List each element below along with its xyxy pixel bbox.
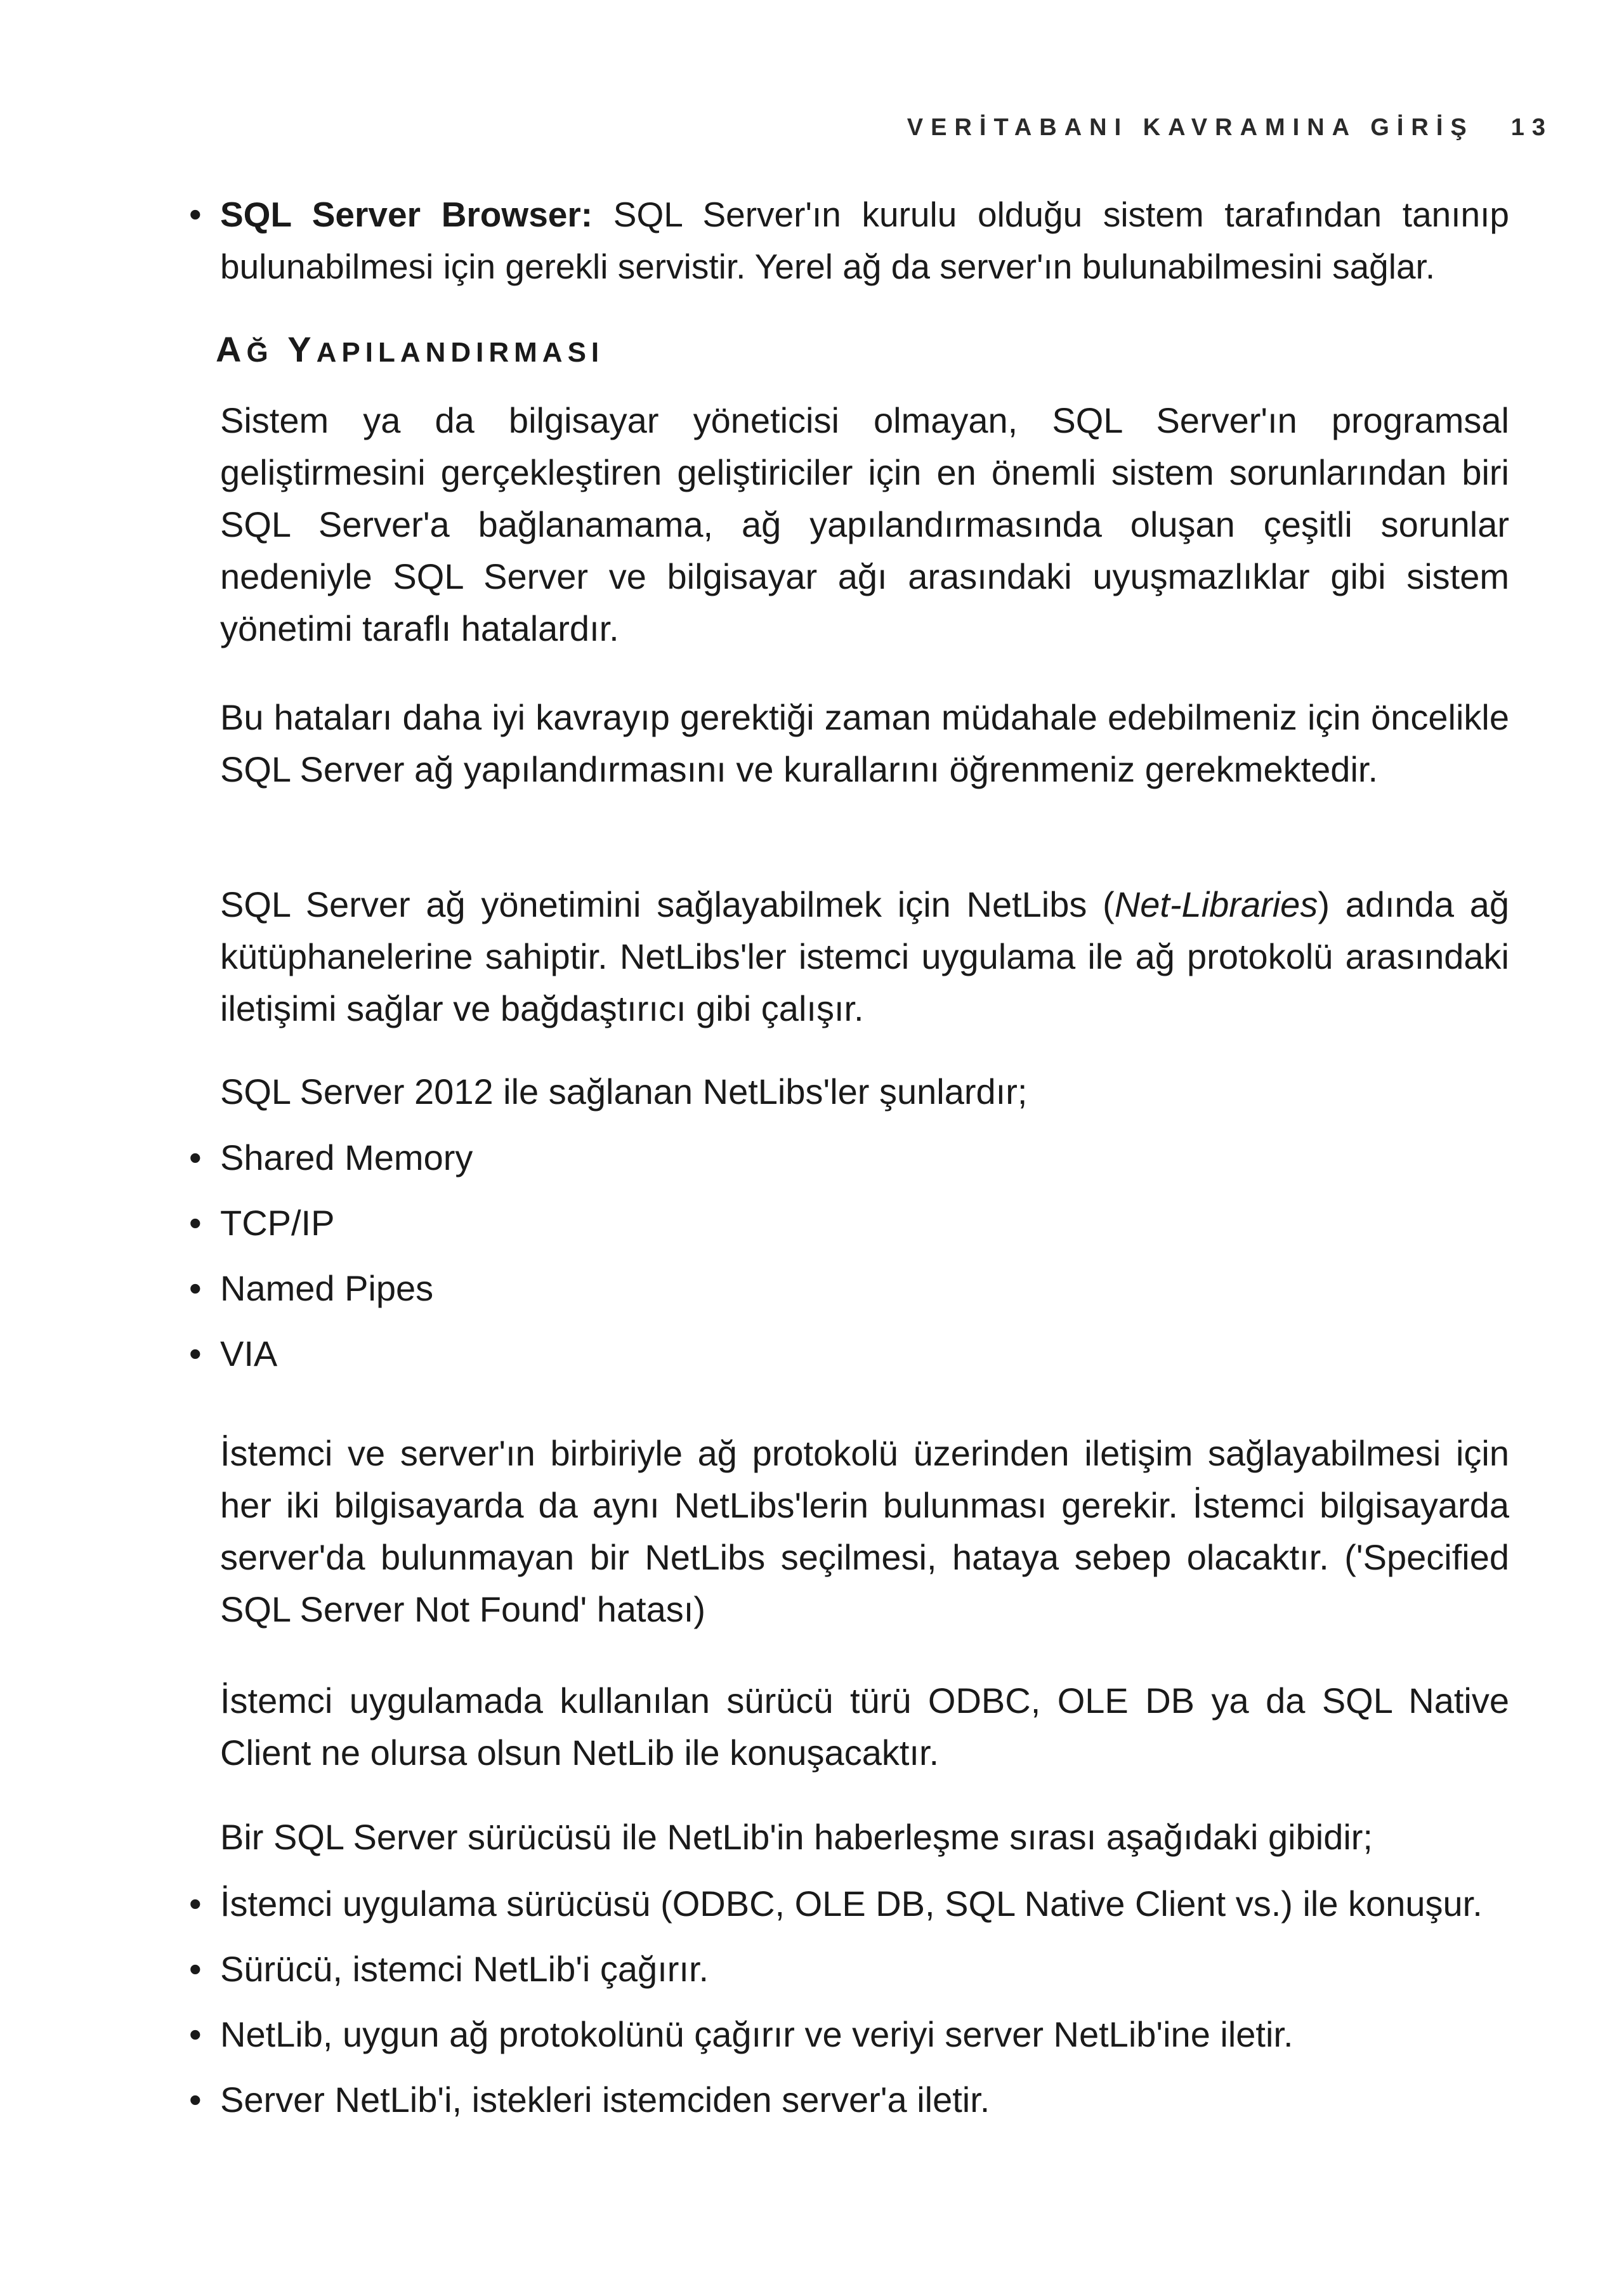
running-header <box>907 114 1553 141</box>
list-item: İstemci uygulama sürücüsü (ODBC, OLE DB, SQL Native Client vs.) ile konuşur. <box>220 1884 1483 1924</box>
paragraph-3-end: ) adında ağ kütüphanelerine sahiptir. NetLibs'ler istemci uygulama ile ağ protokolü arasındaki iletişimi sağlar ve bağdaştırıcı gibi çalışır. <box>220 884 1509 1028</box>
bullet-glyph: • <box>189 1949 202 1989</box>
list-item: TCP/IP <box>220 1203 335 1243</box>
paragraph-4: SQL Server 2012 ile sağlanan NetLibs'ler şunlardır; <box>220 1072 1028 1111</box>
bullet-glyph: • <box>189 2080 202 2120</box>
list-item: NetLib, uygun ağ protokolünü çağırır ve veriyi server NetLib'ine iletir. <box>220 2014 1293 2054</box>
list-item: Server NetLib'i, istekleri istemciden server'a iletir. <box>220 2080 990 2120</box>
page-number: 13 <box>1510 114 1553 141</box>
list-item: Sürücü, istemci NetLib'i çağırır. <box>220 1949 709 1989</box>
bullet-glyph: • <box>189 1138 202 1177</box>
paragraph-1: Sistem ya da bilgisayar yöneticisi olmayan, SQL Server'ın programsal geliştirmesini gerçekleştiren geliştiriciler için en önemli sistem sorunlarından biri SQL Server'a bağlanamama, ağ yapılandırmasında oluşan çeşitli sorunlar nedeniyle SQL Server ve bilgisayar ağı arasındaki uyuşmazlıklar gibi sistem yönetimi taraflı hatalardır. <box>220 400 1509 648</box>
paragraph-3 <box>220 879 1509 1035</box>
bullet-glyph: • <box>189 2014 202 2054</box>
paragraph-6: İstemci uygulamada kullanılan sürücü türü ODBC, OLE DB ya da SQL Native Client ne olursa olsun NetLib ile konuşacaktır. <box>220 1681 1509 1773</box>
paragraph-3-start: SQL Server ağ yönetimini sağlayabilmek için NetLibs ( <box>220 884 1115 924</box>
paragraph-2: Bu hataları daha iyi kavrayıp gerektiği zaman müdahale edebilmeniz için öncelikle SQL Server ağ yapılandırmasını ve kurallarını öğrenmeniz gerekmektedir. <box>220 697 1509 789</box>
paragraph-5: İstemci ve server'ın birbiriyle ağ protokolü üzerinden iletişim sağlayabilmesi için her iki bilgisayarda da aynı NetLibs'lerin bulunması gerekir. İstemci bilgisayarda server'da bulunmayan bir NetLibs seçilmesi, hataya sebep olacaktır. ('Specified SQL Server Not Found' hatası) <box>220 1433 1509 1629</box>
bullet-glyph: • <box>189 1334 202 1374</box>
paragraph-7: Bir SQL Server sürücüsü ile NetLib'in haberleşme sırası aşağıdaki gibidir; <box>220 1817 1373 1857</box>
section-heading: AĞ YAPILANDIRMASI <box>216 329 605 369</box>
list-item: VIA <box>220 1334 278 1374</box>
intro-bullet-item <box>220 188 1509 292</box>
list-item: Shared Memory <box>220 1138 473 1177</box>
bullet-glyph: • <box>189 194 202 234</box>
paragraph-3-italic: Net-Libraries <box>1114 884 1318 924</box>
list-item: Named Pipes <box>220 1268 434 1308</box>
bold-term: SQL Server Browser: <box>220 195 593 234</box>
bullet-glyph: • <box>189 1268 202 1308</box>
bullet-glyph: • <box>189 1884 202 1924</box>
intro-bullet-text: SQL Server'ın kurulu olduğu sistem tarafından tanınıp bulunabilmesi için gerekli servistir. Yerel ağ da server'ın bulunabilmesini sağlar. <box>220 195 1509 286</box>
chapter-title: VERİTABANI KAVRAMINA GİRİŞ <box>907 114 1474 141</box>
bullet-glyph: • <box>189 1203 202 1243</box>
